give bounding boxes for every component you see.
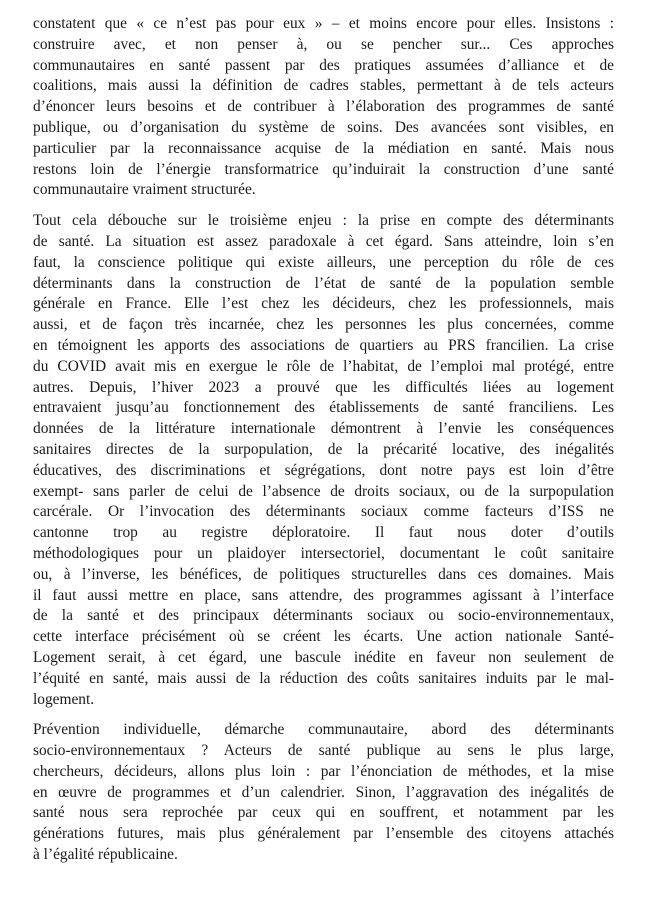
text-line: particulier par la reconnaissance acquise de la médiation en santé. Mais nous xyxy=(33,139,614,157)
text-line: communautaire vraiment structurée. xyxy=(33,181,256,199)
text-line: à l’égalité républicaine. xyxy=(33,846,178,864)
text-line: sanitaires directes de la surpopulation, de la précarité locative, des inégalités xyxy=(33,440,614,458)
document-page xyxy=(33,14,614,876)
text-line: l’équité en santé, mais aussi de la réduction des coûts sanitaires induits par le mal- xyxy=(33,669,614,687)
text-line: socio-environnementaux ? Acteurs de santé publique au sens le plus large, xyxy=(33,742,614,760)
text-line: méthodologiques pour un plaidoyer intersectoriel, documentant le coût sanitaire xyxy=(33,544,614,562)
paragraph xyxy=(33,14,614,201)
text-line: d’énoncer leurs besoins et de contribuer à l’élaboration des programmes de santé xyxy=(33,98,614,116)
text-line: il faut aussi mettre en place, sans attendre, des programmes agissant à l’interface xyxy=(33,586,614,604)
paragraph xyxy=(33,211,614,710)
text-line: entravaient jusqu’au fonctionnement des établissements de santé franciliens. Les xyxy=(33,399,614,417)
text-line: cette interface précisément où se créent les écarts. Une action nationale Santé- xyxy=(33,628,614,646)
text-line: générations futures, mais plus généralement par l’ensemble des citoyens attachés xyxy=(33,825,614,843)
text-line: restons loin de l’énergie transformatrice qu’induirait la construction d’une santé xyxy=(33,160,614,178)
text-line: données de la littérature internationale démontrent à l’envie les conséquences xyxy=(33,420,614,438)
text-line: ou, à l’inverse, les bénéfices, de politiques structurelles dans ces domaines. Mais xyxy=(33,565,614,583)
paragraph xyxy=(33,720,614,866)
text-line: communautaires en santé passent par des pratiques assumées d’alliance et de xyxy=(33,56,614,74)
text-line: en œuvre de programmes et d’un calendrier. Sinon, l’aggravation des inégalités de xyxy=(33,783,614,801)
text-line: de la santé et des principaux déterminants sociaux ou socio-environnementaux, xyxy=(33,607,614,625)
text-line: autres. Depuis, l’hiver 2023 a prouvé que les difficultés liées au logement xyxy=(33,378,614,396)
text-line: carcérale. Or l’invocation des déterminants sociaux comme facteurs d’ISS ne xyxy=(33,503,614,521)
text-line: en témoignent les apports des associations de quartiers au PRS francilien. La crise xyxy=(33,336,614,354)
text-line: Tout cela débouche sur le troisième enjeu : la prise en compte des déterminants xyxy=(33,212,614,230)
text-line: coalitions, mais aussi la définition de cadres stables, permettant à de tels acteurs xyxy=(33,77,614,95)
text-line: logement. xyxy=(33,690,95,708)
text-line: exempt- sans parler de celui de l’absence de droits sociaux, ou de la surpopulation xyxy=(33,482,614,500)
text-line: constatent que « ce n’est pas pour eux » – et moins encore pour elles. Insistons : xyxy=(33,15,614,32)
text-line: chercheurs, décideurs, allons plus loin : par l’énonciation de méthodes, et la mise xyxy=(33,762,614,780)
text-line: construire avec, et non penser à, ou se pencher sur... Ces approches xyxy=(33,35,614,53)
text-line: aussi, et de façon très incarnée, chez les personnes les plus concernées, comme xyxy=(33,316,614,334)
text-line: éducatives, des discriminations et ségrégations, dont notre pays est loin d’être xyxy=(33,461,614,479)
text-line: faut, la conscience politique qui existe ailleurs, une perception du rôle de ces xyxy=(33,253,614,271)
text-line: déterminants dans la construction de l’état de santé de la population semble xyxy=(33,274,614,292)
text-line: générale en France. Elle l’est chez les décideurs, chez les professionnels, mais xyxy=(33,295,614,313)
text-line: de santé. La situation est assez paradoxale à cet égard. Sans atteindre, loin s’en xyxy=(33,232,614,250)
text-line: Prévention individuelle, démarche communautaire, abord des déterminants xyxy=(33,721,614,739)
text-line: santé nous sera reprochée par ceux qui en souffrent, et notamment par les xyxy=(33,804,614,822)
text-line: cantonne trop au registre déploratoire. Il faut nous doter d’outils xyxy=(33,524,614,542)
text-line: publique, ou d’organisation du système de soins. Des avancées sont visibles, en xyxy=(33,118,614,136)
text-line: Logement serait, à cet égard, une bascule inédite en faveur non seulement de xyxy=(33,648,614,666)
text-line: du COVID avait mis en exergue le rôle de l’habitat, de l’emploi mal protégé, entre xyxy=(33,357,614,375)
